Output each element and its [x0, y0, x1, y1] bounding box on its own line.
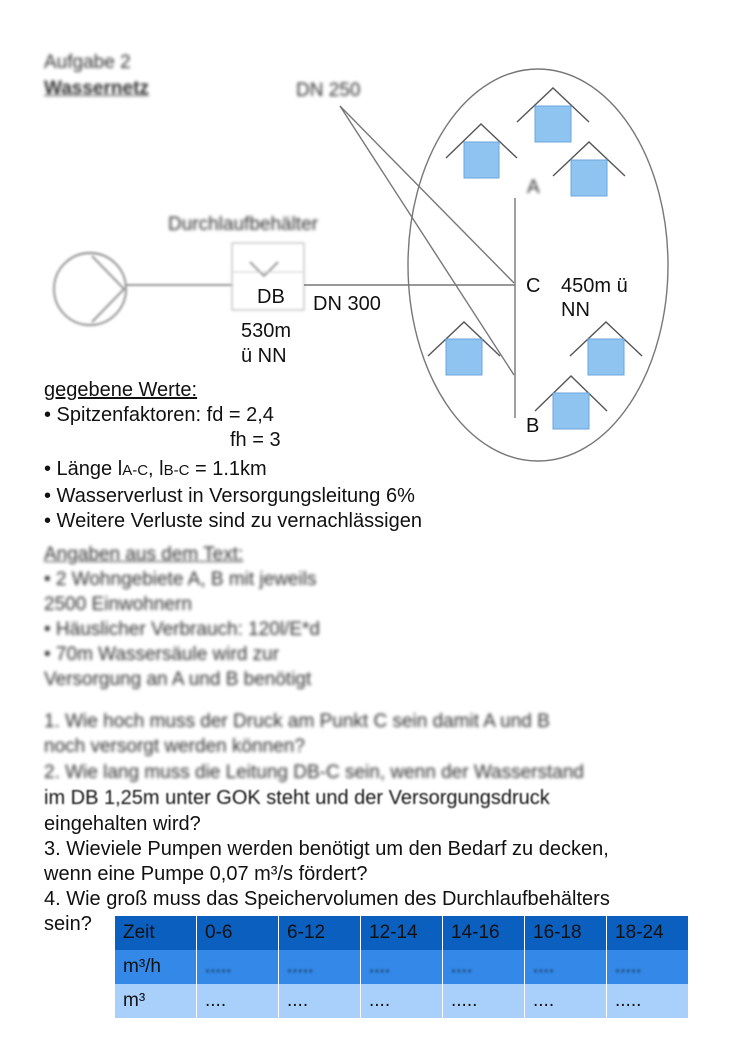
c-height-line1: 450m ü	[561, 275, 628, 297]
table-cell: 16-18	[525, 916, 607, 950]
table-cell: ....	[525, 984, 607, 1018]
point-c-label: C	[526, 275, 541, 297]
table-cell: 6-12	[279, 916, 361, 950]
house-3	[553, 142, 625, 196]
question-2-line3: eingehalten wird?	[44, 813, 201, 835]
house-1	[446, 124, 517, 178]
table-cell: .....	[443, 984, 525, 1018]
dn300-label: DN 300	[313, 293, 381, 315]
given-spitzenfaktor-fd: • Spitzenfaktoren: fd = 2,4	[44, 404, 274, 426]
question-2-line1: 2. Wie lang muss die Leitung DB-C sein, wenn der Wasserstand	[44, 762, 584, 783]
table-row	[115, 984, 689, 1018]
table-cell: ....	[279, 984, 361, 1018]
durchlaufbehaelter-label: Durchlaufbehälter	[168, 214, 318, 235]
question-4-line1: 4. Wie groß muss das Speichervolumen des Durchlaufbehälters	[44, 888, 610, 910]
table-cell: .....	[607, 984, 689, 1018]
given-spitzenfaktor-fh: fh = 3	[230, 429, 281, 451]
zeit-table	[115, 916, 689, 1018]
question-2-line2: im DB 1,25m unter GOK steht und der Versorgungsdruck	[44, 787, 550, 809]
table-cell: ....	[361, 984, 443, 1018]
given-heading: gegebene Werte:	[44, 379, 198, 401]
table-header-row	[115, 916, 689, 950]
given-laenge: • Länge lA-C, lB-C = 1.1km	[44, 458, 267, 480]
table-cell: .....	[197, 950, 279, 984]
house-4	[428, 322, 500, 375]
text-info-line: 2500 Einwohnern	[44, 594, 192, 615]
table-row	[115, 950, 689, 984]
table-cell: m³/h	[115, 950, 197, 984]
table-cell: 12-14	[361, 916, 443, 950]
table-cell: ....	[197, 984, 279, 1018]
given-weitere-verluste: • Weitere Verluste sind zu vernachlässigen	[44, 510, 422, 532]
text-info-line: • Häuslicher Verbrauch: 120l/E*d	[44, 619, 320, 640]
question-3-line1: 3. Wieviele Pumpen werden benötigt um den Bedarf zu decken,	[44, 838, 609, 860]
house-5	[570, 322, 642, 375]
table-cell: ....	[525, 950, 607, 984]
db-height-line2: ü NN	[241, 345, 287, 367]
db-height-line1: 530m	[241, 320, 292, 342]
table-cell: .....	[279, 950, 361, 984]
pump-symbol	[54, 253, 126, 325]
question-1-line2: noch versorgt werden können?	[44, 736, 305, 757]
question-1-line1: 1. Wie hoch muss der Druck am Punkt C sein damit A und B	[44, 711, 550, 732]
table-cell: .....	[607, 950, 689, 984]
c-height-line2: NN	[561, 299, 590, 321]
table-cell: 18-24	[607, 916, 689, 950]
table-cell: m³	[115, 984, 197, 1018]
given-wasserverlust: • Wasserverlust in Versorgungsleitung 6%	[44, 485, 415, 507]
db-label: DB	[257, 286, 285, 308]
question-4-line2: sein?	[44, 913, 92, 935]
table-cell: ....	[361, 950, 443, 984]
house-6	[535, 376, 607, 429]
house-2	[517, 88, 589, 142]
text-info-heading: Angaben aus dem Text:	[44, 544, 244, 565]
point-a-label: A	[527, 177, 540, 198]
table-cell: 14-16	[443, 916, 525, 950]
text-info-line: • 2 Wohngebiete A, B mit jeweils	[44, 569, 317, 590]
table-cell: ....	[443, 950, 525, 984]
point-b-label: B	[526, 415, 540, 437]
dn250-label: DN 250	[296, 80, 361, 101]
text-info-line: Versorgung an A und B benötigt	[44, 669, 312, 690]
table-cell: Zeit	[115, 916, 197, 950]
question-3-line2: wenn eine Pumpe 0,07 m³/s fördert?	[44, 863, 368, 885]
task-title: Wassernetz	[44, 78, 149, 99]
table-cell: 0-6	[197, 916, 279, 950]
text-info-line: • 70m Wassersäule wird zur	[44, 644, 280, 665]
task-number: Aufgabe 2	[44, 52, 131, 73]
